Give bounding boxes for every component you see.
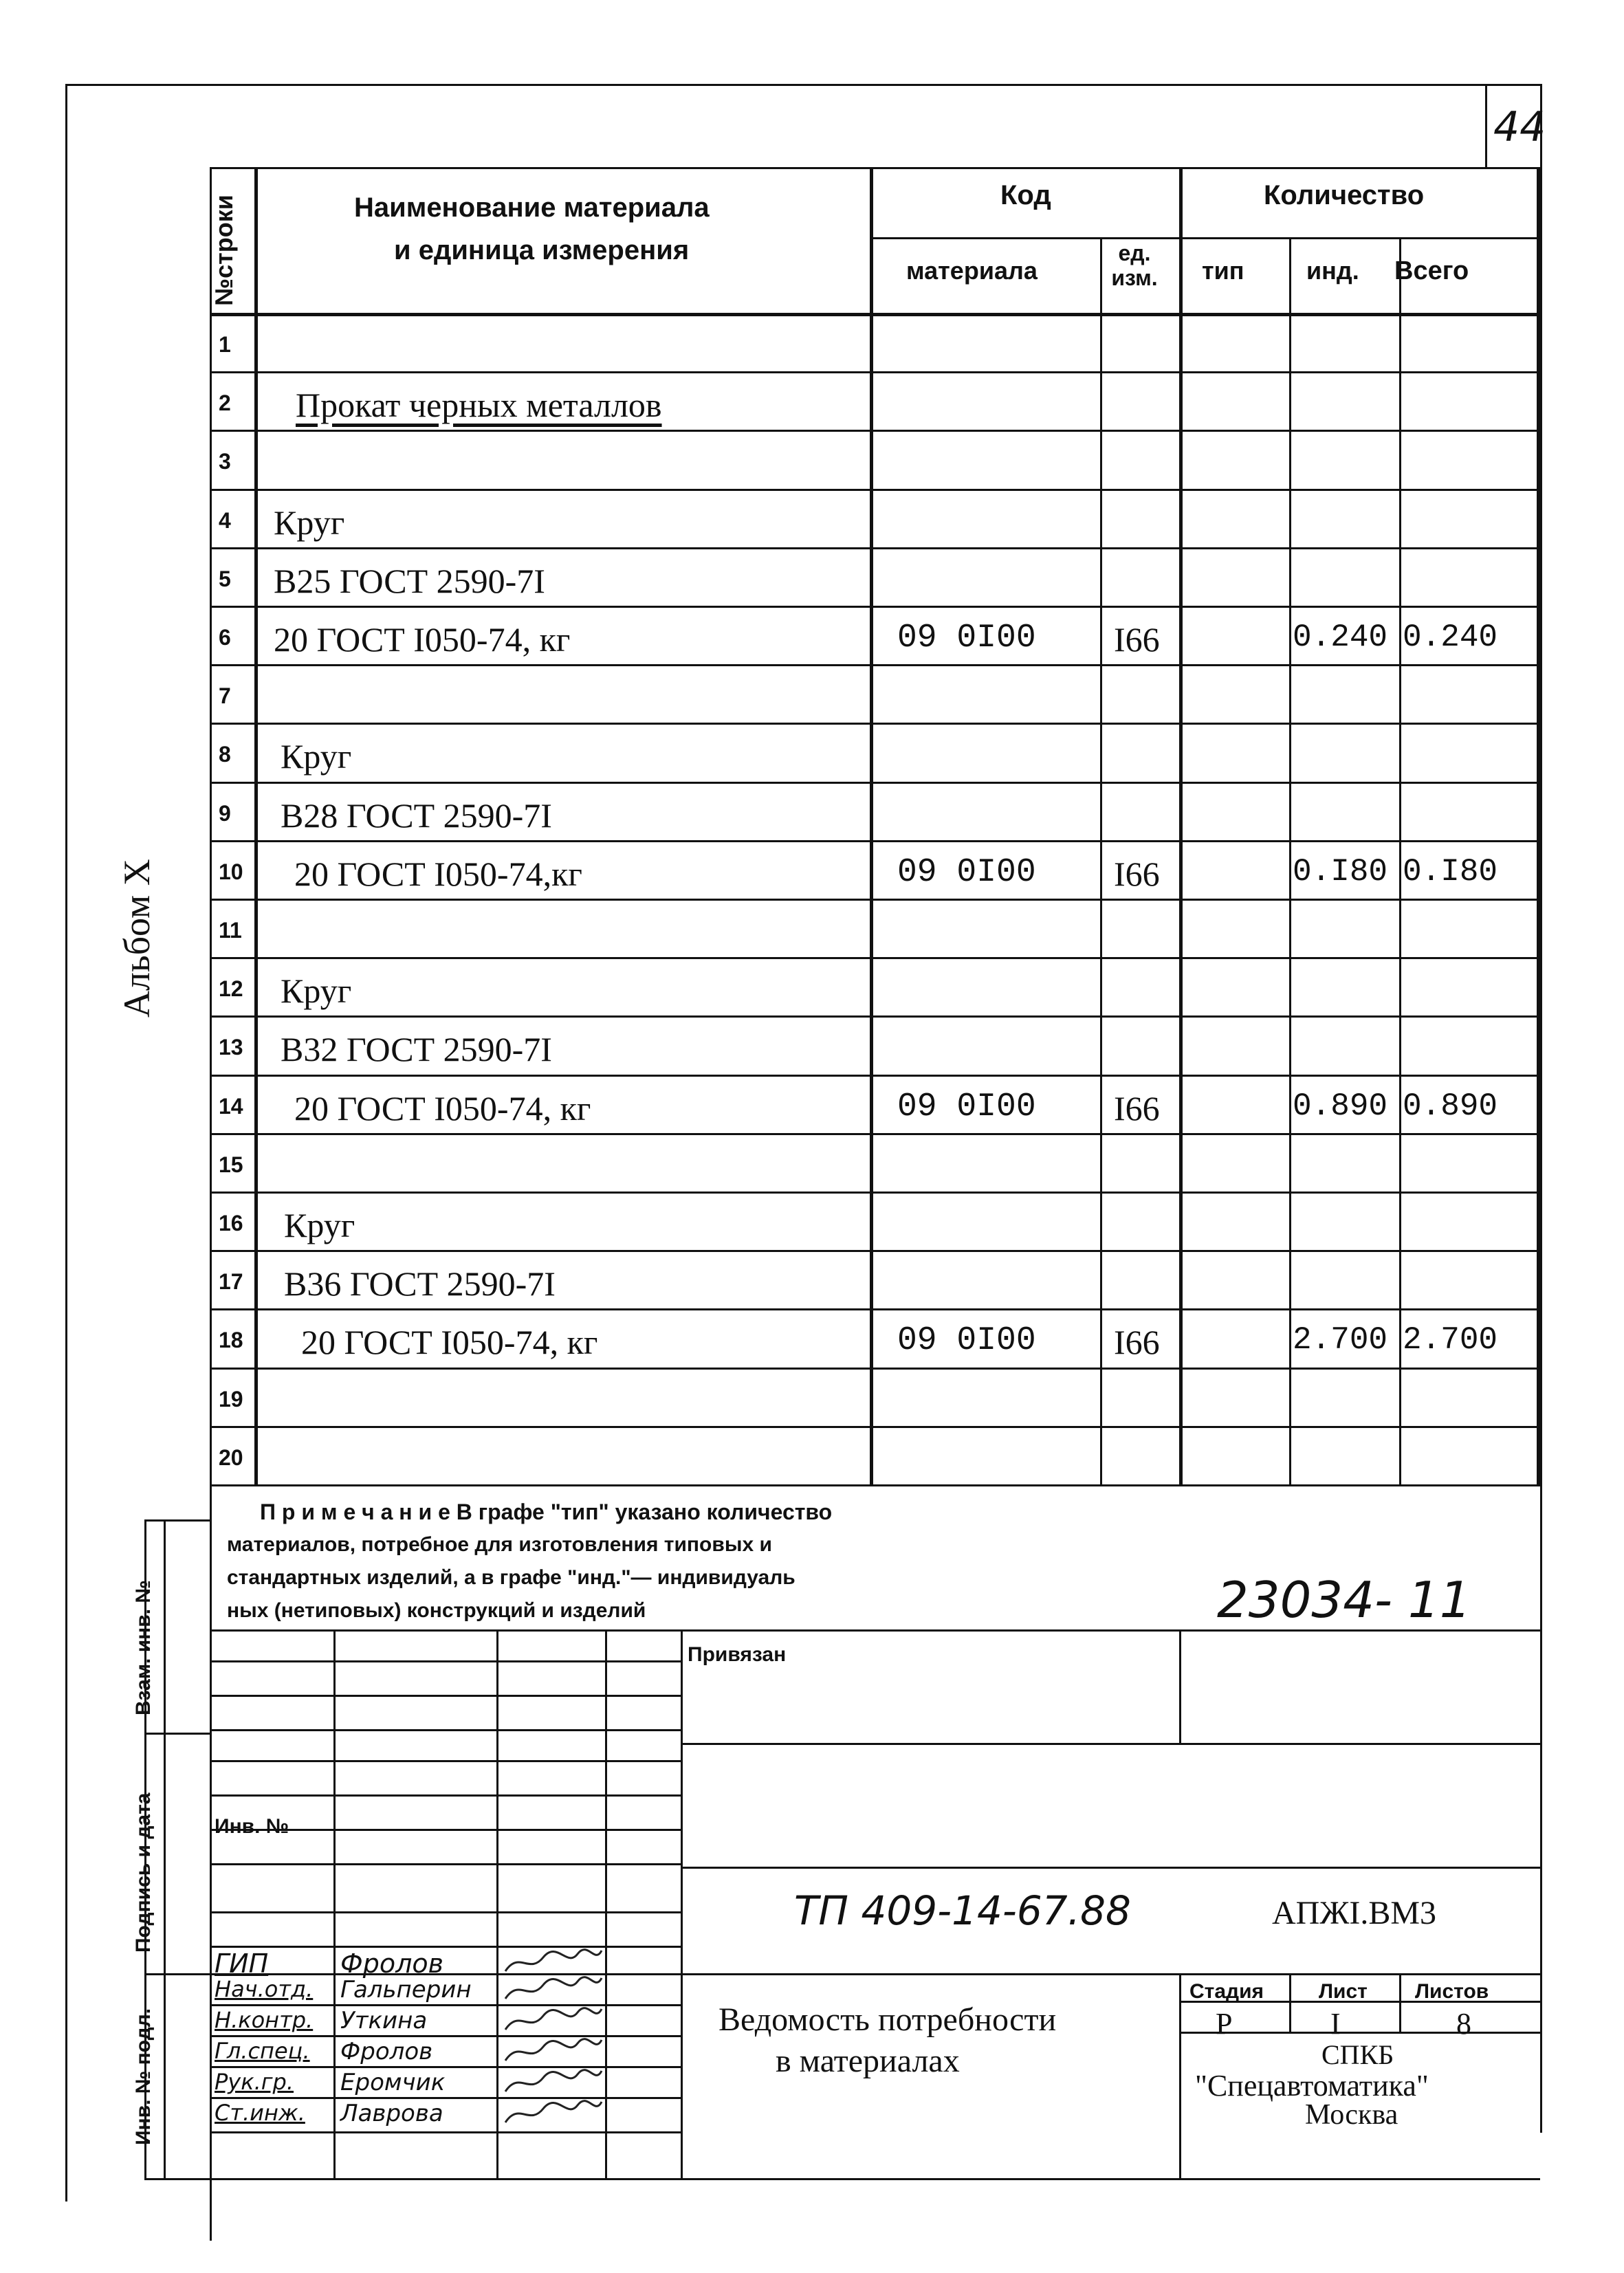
header-code-material: материала <box>906 256 1038 285</box>
role-name: Лаврова <box>340 2100 443 2127</box>
grid-hline <box>144 1519 210 1522</box>
row-number: 20 <box>219 1445 243 1470</box>
grid-hline <box>210 1629 681 1632</box>
row-name: Круг <box>284 1206 355 1244</box>
grid-hline <box>210 1863 681 1865</box>
role-name: Еромчик <box>340 2069 446 2096</box>
privyazan-label: Привязан <box>688 1643 787 1666</box>
table-row <box>0 489 1624 547</box>
sheet-value: I <box>1330 2007 1341 2041</box>
side-label-podpis: Подпись и дата <box>132 1792 155 1953</box>
grid-vline <box>605 1629 607 2178</box>
side-label-vzam: Взам. инв. № <box>132 1580 155 1715</box>
row-name: В25 ГОСТ 2590-7I <box>274 562 545 600</box>
row-unit: I66 <box>1114 1323 1160 1361</box>
grid-hline <box>681 1867 1540 1869</box>
row-number: 13 <box>219 1035 243 1059</box>
row-code: 09 0I00 <box>897 1322 1036 1359</box>
row-code: 09 0I00 <box>897 619 1036 657</box>
org-line3: Москва <box>1305 2099 1398 2131</box>
role-title: Ст.инж. <box>215 2100 305 2126</box>
row-name: 20 ГОСТ I050-74, кг <box>301 1323 598 1361</box>
note-line-4: ных (нетиповых) конструкций и изделий <box>227 1599 646 1622</box>
table-row <box>0 1015 1624 1074</box>
role-title: ГИП <box>215 1948 269 1979</box>
row-ind: 2.700 <box>1293 1322 1388 1358</box>
header-code: Код <box>1000 180 1051 210</box>
signature-mark <box>502 1947 605 1978</box>
row-ind: 0.I80 <box>1293 854 1388 890</box>
page-number-box-left <box>1485 84 1487 168</box>
row-number: 19 <box>219 1387 243 1412</box>
stage-value: Р <box>1216 2007 1233 2041</box>
grid-vline <box>1399 1973 1401 2032</box>
signature-mark <box>502 2067 605 2098</box>
grid-hline <box>210 2004 681 2006</box>
grid-hline <box>210 1695 681 1697</box>
grid-vline <box>681 1629 683 2178</box>
table-row <box>0 371 1624 430</box>
table-row <box>0 430 1624 488</box>
grid-hline <box>210 2131 681 2133</box>
table-row <box>0 1250 1624 1308</box>
grid-hline <box>210 1973 681 1975</box>
row-name: Круг <box>281 737 352 776</box>
grid-vline <box>1179 1629 1181 1743</box>
sheets-label: Листов <box>1415 1980 1489 2003</box>
signature-mark <box>502 2036 605 2067</box>
row-number: 3 <box>219 449 231 474</box>
role-name: Фролов <box>340 2038 433 2065</box>
table-row <box>0 957 1624 1015</box>
table-row <box>0 1308 1624 1367</box>
signature-mark <box>502 2098 605 2129</box>
row-number: 12 <box>219 976 243 1001</box>
row-total: 2.700 <box>1403 1322 1498 1358</box>
note-line-3: стандартных изделий, а в графе "инд."— индивидуаль <box>227 1566 795 1589</box>
row-code: 09 0I00 <box>897 1088 1036 1125</box>
note-block <box>227 1495 832 1627</box>
row-number: 17 <box>219 1269 243 1294</box>
header-code-unit: ед. изм. <box>1111 241 1158 290</box>
header-quantity: Количество <box>1264 180 1425 210</box>
header-row-no: №строки <box>210 195 238 306</box>
table-row <box>0 782 1624 840</box>
grid-vline <box>333 1629 336 2178</box>
table-row <box>0 1192 1624 1250</box>
row-number: 11 <box>219 918 242 943</box>
page-number: 44 <box>1493 103 1546 151</box>
role-name: Гальперин <box>340 1976 472 2003</box>
sheets-value: 8 <box>1456 2007 1471 2041</box>
header-qty-total: Всего <box>1394 256 1469 285</box>
grid-hline <box>210 1794 681 1797</box>
grid-vline <box>1289 1973 1291 2032</box>
doc-title-line2: в материалах <box>776 2043 960 2079</box>
grid-hline <box>681 1973 1540 1975</box>
row-total: 0.I80 <box>1403 854 1498 890</box>
role-title: Гл.спец. <box>215 2038 310 2064</box>
header-qty-type: тип <box>1202 256 1244 285</box>
table-row <box>0 606 1624 664</box>
row-unit: I66 <box>1114 855 1160 893</box>
row-number: 16 <box>219 1211 243 1236</box>
row-number: 15 <box>219 1152 243 1177</box>
table-row <box>0 1426 1624 1484</box>
row-number: 4 <box>219 508 231 533</box>
grid-vline <box>496 1629 498 2178</box>
row-unit: I66 <box>1114 620 1160 659</box>
table-row <box>0 840 1624 899</box>
grid-hline <box>210 1946 681 1948</box>
role-name: Фролов <box>340 1948 444 1979</box>
table-row <box>0 1075 1624 1133</box>
row-unit: I66 <box>1114 1089 1160 1128</box>
row-number: 18 <box>219 1328 243 1352</box>
table-row <box>0 1368 1624 1426</box>
header-name-line1: Наименование материала <box>354 193 710 223</box>
row-number: 14 <box>219 1094 243 1119</box>
table-row <box>0 899 1624 957</box>
row-name: В36 ГОСТ 2590-7I <box>284 1264 556 1303</box>
grid-hline <box>210 1760 681 1762</box>
grid-hline <box>210 1911 681 1913</box>
role-title: Нач.отд. <box>215 1976 314 2002</box>
row-name: 20 ГОСТ I050-74,кг <box>294 855 582 893</box>
side-label-inv-podl: Инв. № подл. <box>132 2008 155 2145</box>
signature-mark <box>502 2006 605 2036</box>
row-number: 7 <box>219 683 231 708</box>
grid-hline <box>210 2066 681 2068</box>
row-number: 2 <box>219 391 231 415</box>
stage-label: Стадия <box>1189 1980 1264 2003</box>
org-line2: "Спецавтоматика" <box>1195 2069 1429 2102</box>
grid-hline <box>144 1733 210 1735</box>
header-name-line2: и единица измерения <box>394 235 690 265</box>
role-name: Уткина <box>340 2007 428 2034</box>
doc-code: ТП 409-14-67.88 <box>794 1887 1131 1934</box>
note-line-1: П р и м е ч а н и е В графе "тип" указано количество <box>260 1500 833 1524</box>
row-ind: 0.240 <box>1293 619 1388 655</box>
row-total: 0.890 <box>1403 1088 1498 1124</box>
row-name: В32 ГОСТ 2590-7I <box>281 1030 552 1068</box>
row-name: 20 ГОСТ I050-74, кг <box>294 1089 591 1128</box>
row-number: 9 <box>219 801 231 826</box>
role-title: Н.контр. <box>215 2007 314 2033</box>
grid-vline <box>164 1519 166 2179</box>
grid-vline <box>1179 1973 1181 2178</box>
grid-hline <box>1179 2032 1540 2034</box>
row-number: 6 <box>219 625 231 650</box>
grid-hline <box>210 1729 681 1731</box>
org-line1: СПКБ <box>1321 2039 1394 2070</box>
sheet-label: Лист <box>1319 1980 1368 2003</box>
grid-hline <box>210 2035 681 2037</box>
doc-mark: АПЖI.ВМ3 <box>1272 1895 1437 1931</box>
row-name: В28 ГОСТ 2590-7I <box>281 796 552 835</box>
row-ind: 0.890 <box>1293 1088 1388 1124</box>
grid-hline <box>681 1629 1540 1632</box>
table-row <box>0 664 1624 723</box>
row-name: Круг <box>281 971 352 1010</box>
grid-hline <box>210 167 1540 169</box>
doc-title-line1: Ведомость потребности <box>718 2001 1057 2038</box>
role-title: Рук.гр. <box>215 2069 294 2095</box>
row-number: 1 <box>219 332 231 357</box>
album-label: Альбом X <box>116 859 157 1018</box>
row-total: 0.240 <box>1403 619 1498 655</box>
grid-hline <box>870 237 1540 239</box>
table-row <box>0 1133 1624 1192</box>
handwritten-number: 23034- 11 <box>1217 1571 1471 1629</box>
table-row <box>0 313 1624 371</box>
grid-hline <box>210 1484 1540 1486</box>
header-qty-ind: инд. <box>1306 256 1359 285</box>
note-line-2: материалов, потребное для изготовления типовых и <box>227 1533 772 1556</box>
grid-hline <box>210 2178 681 2180</box>
row-code: 09 0I00 <box>897 854 1036 891</box>
signature-mark <box>502 1975 605 2006</box>
row-number: 8 <box>219 742 231 767</box>
grid-hline <box>210 1660 681 1662</box>
grid-hline <box>144 1973 210 1975</box>
table-row <box>0 723 1624 781</box>
inv-no-label: Инв. № <box>215 1815 289 1838</box>
frame-top <box>65 84 1540 86</box>
row-number: 5 <box>219 567 231 591</box>
row-number: 10 <box>219 859 243 884</box>
grid-vline <box>210 1629 212 2178</box>
table-row <box>0 547 1624 606</box>
grid-hline <box>681 1743 1540 1745</box>
row-name: 20 ГОСТ I050-74, кг <box>274 620 571 659</box>
row-name: Круг <box>274 503 345 542</box>
grid-hline <box>210 2097 681 2099</box>
row-name: Прокат черных металлов <box>296 386 662 424</box>
